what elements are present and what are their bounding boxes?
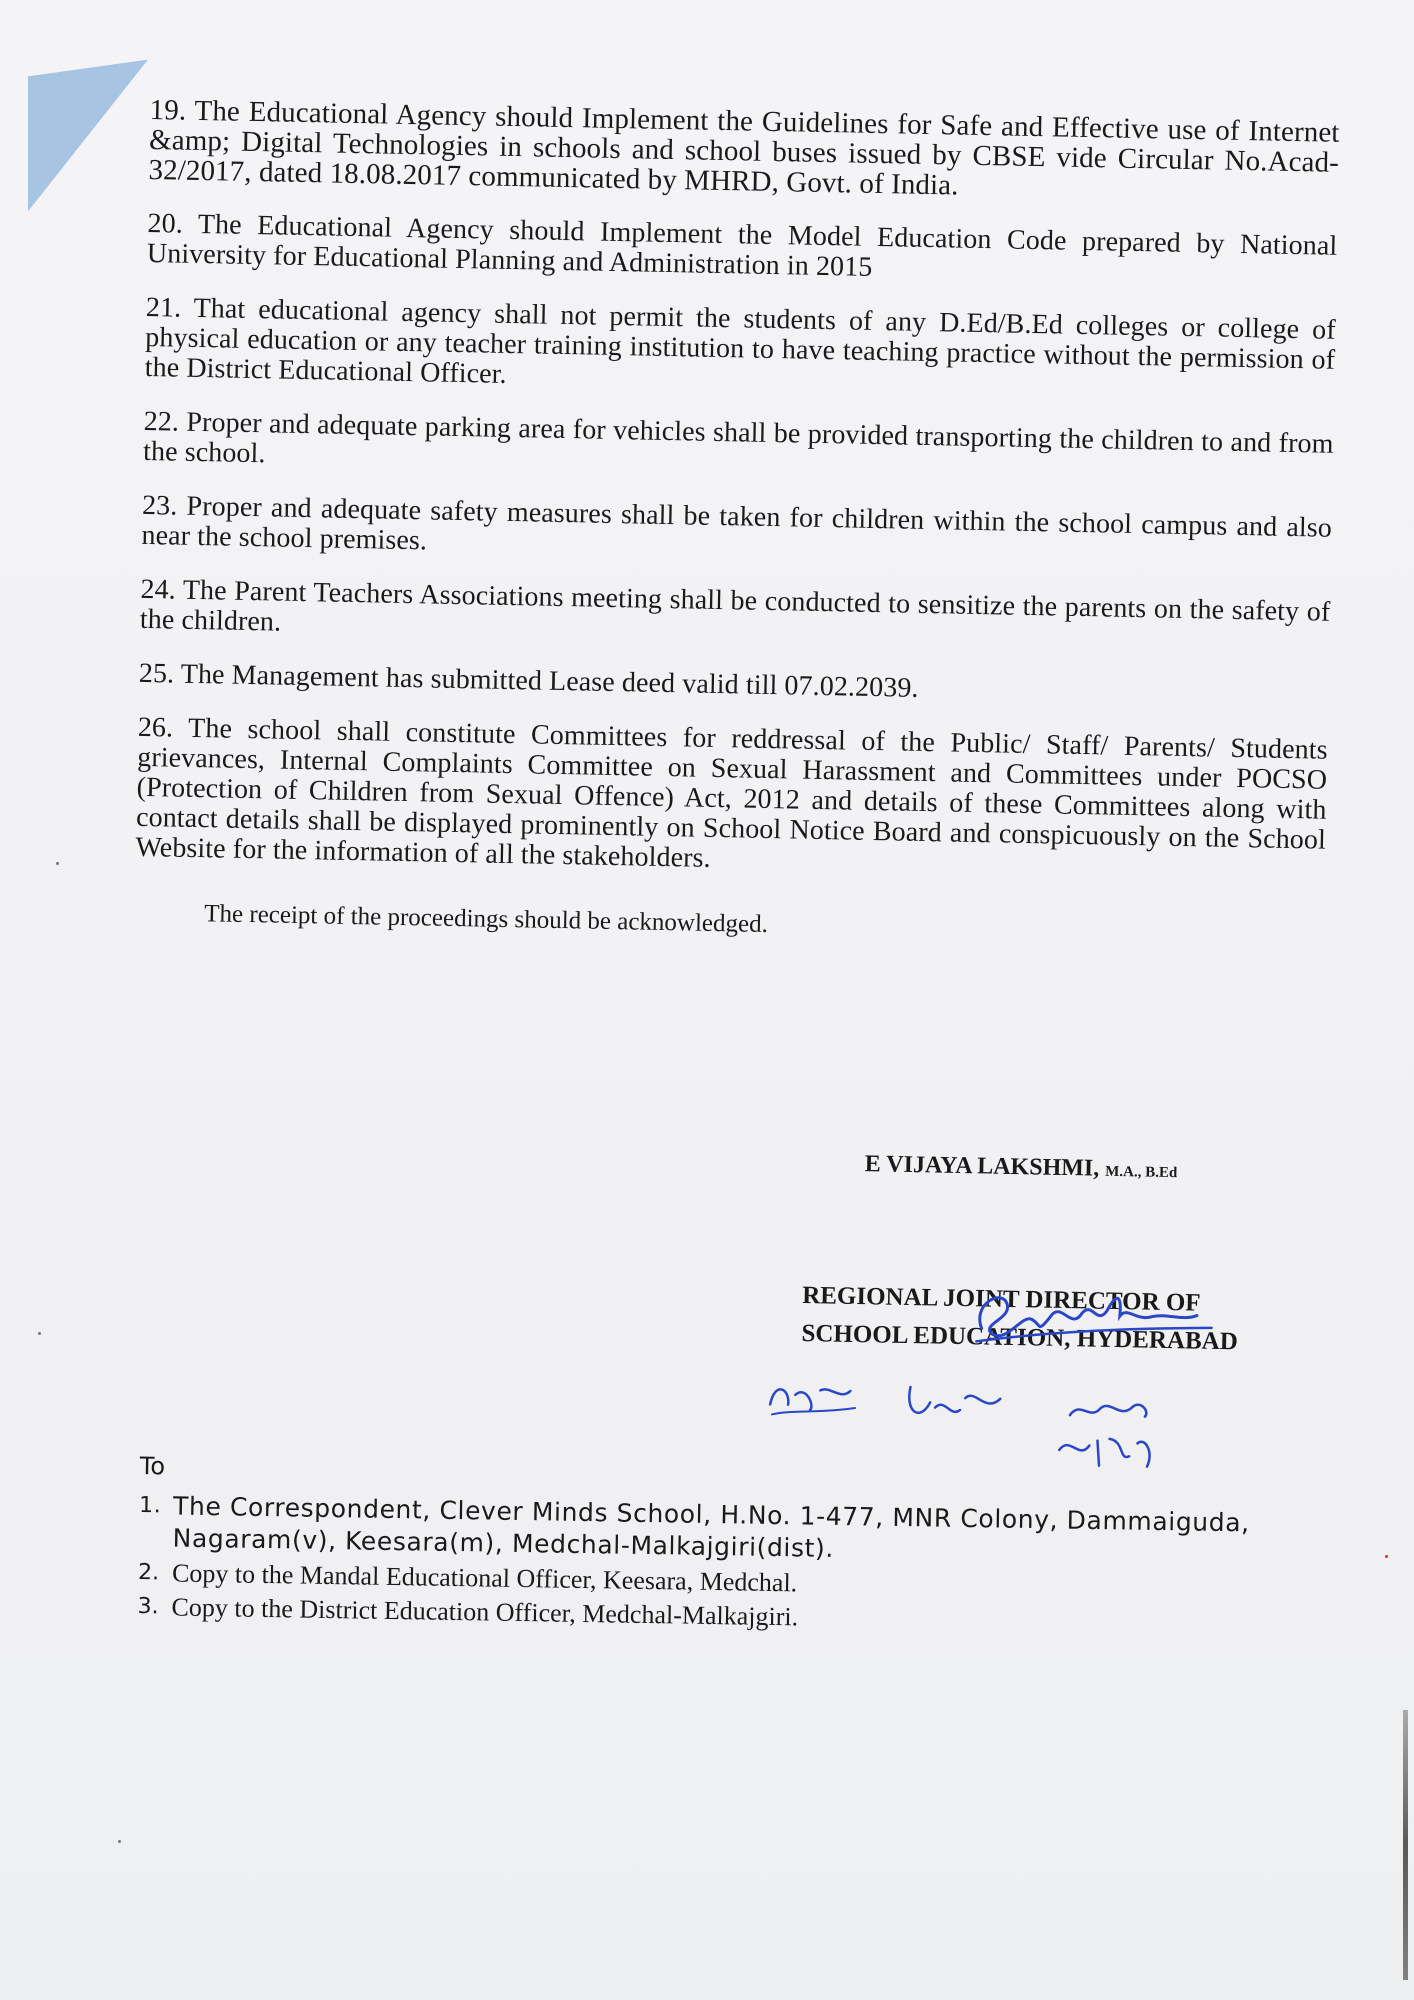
- addressee-number: 2.: [137, 1559, 160, 1586]
- paragraph-25: 25. The Management has submitted Lease deed valid till 07.02.2039.: [138, 657, 919, 704]
- proceedings-body: [134, 95, 1340, 950]
- addressee-number: 1.: [138, 1492, 162, 1519]
- scan-speck: [56, 862, 59, 865]
- signature-block: [801, 1150, 1365, 1364]
- receipt-note: The receipt of the proceedings should be acknowledged.: [204, 900, 769, 939]
- designation-line-2: SCHOOL EDUCATION, HYDERABAD: [801, 1319, 1239, 1356]
- addressee-number: 3.: [137, 1593, 159, 1620]
- paragraph-19: 19. The Educational Agency should Implement the Guidelines for Safe and Effective use of Internet &amp; Digital Technologies in schools and school buses issued by CBSE vide Circular No.Acad-32/2017, dated 18.08.2017 communicated by MHRD, Govt. of India.: [148, 94, 1340, 202]
- addressee-text: The Correspondent, Clever Minds School, H.No. 1-477, MNR Colony, Dammaiguda, Nagaram(v), Keesara(m), Medchal-Malkajgiri(dist).: [172, 1491, 1250, 1563]
- corner-color-mark: [28, 60, 148, 212]
- handwritten-signature: [961, 1273, 1222, 1358]
- signatory-qualifications: M.A., B.Ed: [1105, 1163, 1178, 1182]
- signatory-name: [864, 1151, 1364, 1188]
- to-label: To: [139, 1452, 166, 1481]
- paragraph-20: 20. The Educational Agency should Implement the Model Education Code prepared by National University for Educational Planning and Administration in 2015: [146, 207, 1338, 283]
- paragraph-22: 22. Proper and adequate parking area for vehicles shall be provided transporting the children to and from the school.: [142, 405, 1334, 470]
- signatory-name-text: E VIJAYA LAKSHMI,: [864, 1151, 1100, 1182]
- scan-speck: [1385, 1555, 1388, 1558]
- designation-line-1: REGIONAL JOINT DIRECTOR OF: [801, 1281, 1201, 1317]
- addressee-text: Copy to the District Education Officer, Medchal-Malkajgiri.: [171, 1592, 799, 1632]
- scan-speck: [38, 1332, 41, 1335]
- scan-edge-mark: [1403, 1710, 1408, 1980]
- paragraph-23: 23. Proper and adequate safety measures shall be taken for children within the school campus and also near the school premises.: [141, 489, 1333, 557]
- addressee-block: [137, 1452, 1320, 1645]
- paragraph-26: 26. The school shall constitute Committees for reddressal of the Public/ Staff/ Parents/ Students grievances, Internal Complaints Committee on Sexual Harassment and Committees under POCSO (Protection of Children from Sexual Offence) Act, 2012 and details of these Committees along with contact details shall be displayed prominently on School Notice Board and conspicuously on the School Website for the information of all the stakeholders.: [135, 711, 1328, 874]
- addressee-text: Copy to the Mandal Educational Officer, Keesara, Medchal.: [171, 1558, 798, 1598]
- paragraph-24: 24. The Parent Teachers Associations meeting shall be conducted to sensitize the parents on the safety of the children.: [139, 573, 1331, 638]
- paragraph-21: 21. That educational agency shall not permit the students of any D.Ed/B.Ed colleges or college of physical education or any teacher training institution to have teaching practice without the permission of the District Educational Officer.: [144, 291, 1336, 390]
- scan-speck: [118, 1840, 121, 1843]
